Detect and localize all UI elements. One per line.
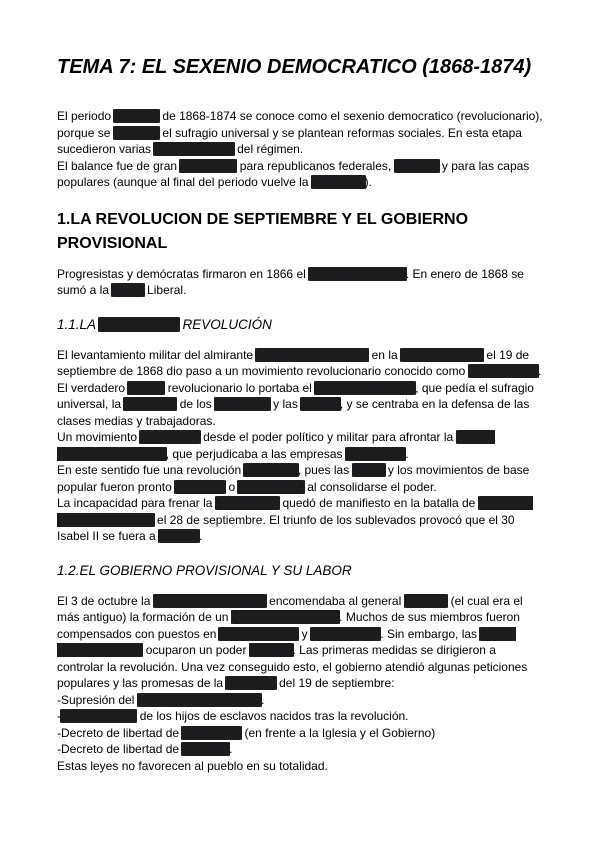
text-run: Progresistas y demócratas firmaron en 1866 el bbox=[57, 266, 310, 281]
text-run: , que perjudicaba a las empresas bbox=[165, 446, 346, 461]
text-run: -Decreto de libertad de bbox=[57, 725, 183, 740]
text-run: al consolidarse el poder. bbox=[303, 479, 437, 494]
highlighted-term: implanta bbox=[113, 125, 160, 140]
text-run: . bbox=[229, 742, 233, 756]
text-run: el sufragio universal y se plantean reformas sociales. En esta etapa sucedieron varias bbox=[57, 125, 522, 156]
highlighted-term: perseguidos bbox=[238, 479, 304, 494]
highlighted-term: enseñanza bbox=[182, 725, 242, 740]
text-run: El verdadero bbox=[57, 380, 129, 395]
gloriosa-paragraph bbox=[57, 347, 543, 545]
text-line bbox=[57, 266, 543, 299]
highlighted-term: quintas bbox=[301, 397, 340, 411]
text-line bbox=[57, 380, 543, 430]
text-line bbox=[57, 708, 543, 725]
highlighted-term: supresión bbox=[124, 397, 177, 411]
text-line bbox=[57, 347, 543, 380]
text-run: La incapacidad para frenar la bbox=[57, 496, 216, 510]
text-run: ). bbox=[364, 175, 372, 189]
highlighted-term: Juan Bautista Topete bbox=[256, 347, 369, 362]
text-run: , pues las bbox=[297, 463, 353, 477]
highlighted-term: oligarquía bbox=[311, 175, 365, 189]
text-run: El levantamiento militar del almirante bbox=[57, 347, 257, 362]
highlighted-term: “GLORIOSA” bbox=[99, 316, 179, 332]
text-run: , y se centraba en la defensa de las clases medias y trabajadoras. bbox=[57, 397, 530, 428]
highlighted-term: ferroviarias bbox=[345, 446, 406, 461]
text-run: Liberal. bbox=[143, 283, 187, 297]
text-run: . bbox=[199, 529, 203, 543]
highlighted-term: imprenta bbox=[182, 742, 230, 756]
highlighted-term: “falseada” bbox=[244, 463, 298, 477]
text-line bbox=[57, 158, 543, 191]
highlighted-term: Juntas Revolucionarias bbox=[57, 626, 516, 657]
highlighted-term: Bahía de Cádiz bbox=[401, 347, 484, 362]
highlighted-term: Ayuntamientos bbox=[219, 626, 299, 641]
text-run: (el cual era el más antiguo) la formación de un bbox=[57, 593, 523, 624]
intro-paragraph bbox=[57, 108, 543, 191]
section-1-2-heading bbox=[57, 562, 543, 580]
highlighted-term: histórico bbox=[114, 109, 160, 123]
document-body bbox=[57, 108, 543, 774]
text-run: En este sentido fue una revolución bbox=[57, 463, 245, 477]
text-run: y las bbox=[269, 397, 302, 411]
highlighted-term: carlistas bbox=[394, 158, 439, 173]
section-1-1-heading bbox=[57, 316, 543, 334]
text-line bbox=[57, 429, 543, 462]
text-run: para republicanos federales, bbox=[236, 158, 395, 173]
text-line bbox=[57, 108, 543, 158]
text-line bbox=[57, 316, 543, 334]
text-run: , que pedía el sufragio universal, la bbox=[57, 380, 534, 411]
highlighted-term: Unión bbox=[112, 283, 144, 297]
text-run: . En enero de 1868 se sumó a la bbox=[57, 266, 524, 297]
highlighted-term: Puente de Alcolea (Córdoba) bbox=[57, 496, 534, 527]
text-run: y para las capas populares (aunque al final del periodo vuelve la bbox=[57, 158, 530, 189]
highlighted-term: Emancipación bbox=[61, 709, 137, 723]
highlighted-term: modificaciones bbox=[154, 142, 234, 156]
text-line bbox=[57, 741, 543, 758]
text-run: y bbox=[298, 626, 311, 641]
text-run: 1.LA REVOLUCION DE SEPTIEMBRE Y EL GOBIERNO PROVISIONAL bbox=[57, 210, 469, 252]
section-1-heading bbox=[57, 208, 543, 256]
text-run: de 1868-1874 se conoce como el sexenio democratico (revolucionario), porque se bbox=[57, 109, 543, 140]
text-run: El 3 de octubre la bbox=[57, 593, 154, 608]
text-run: en la bbox=[368, 347, 401, 362]
highlighted-term: sublevación bbox=[215, 496, 280, 510]
text-run: El periodo bbox=[57, 109, 115, 123]
highlighted-term: paralelo bbox=[249, 643, 293, 657]
text-run: - bbox=[57, 709, 61, 723]
highlighted-term: “La Gloriosa” bbox=[468, 364, 538, 378]
highlighted-term: Junta Revolucionaria bbox=[153, 593, 266, 608]
highlighted-term: Partido Demócrata bbox=[315, 380, 416, 395]
text-line bbox=[57, 208, 543, 256]
text-run: el 28 de septiembre. El triunfo de los sublevados provocó que el 30 Isabel II se fuera a bbox=[57, 512, 515, 543]
highlighted-term: impuesto de consumos bbox=[137, 692, 262, 707]
text-run: y los movimientos de base popular fueron pronto bbox=[57, 463, 530, 494]
text-line bbox=[57, 495, 543, 545]
text-line bbox=[57, 692, 543, 709]
text-line bbox=[57, 562, 543, 580]
highlighted-term: pésima situación económica bbox=[57, 430, 496, 461]
text-run: . Sin embargo, las bbox=[380, 626, 481, 641]
gobierno-provisional-paragraph bbox=[57, 593, 543, 775]
text-run: . Muchos de sus miembros fueron compensados con puestos en bbox=[57, 610, 520, 641]
text-line bbox=[57, 593, 543, 692]
text-run: . bbox=[261, 692, 265, 707]
section-1-intro-paragraph bbox=[57, 266, 543, 299]
text-run: encomendaba al general bbox=[265, 593, 405, 608]
text-line bbox=[57, 462, 543, 495]
text-run: 1.1.LA bbox=[57, 316, 100, 332]
text-run: . bbox=[405, 446, 409, 461]
text-run: REVOLUCIÓN bbox=[178, 316, 272, 332]
highlighted-term: juntas bbox=[352, 463, 385, 477]
highlighted-term: excluidos bbox=[175, 479, 226, 494]
highlighted-term: ideario bbox=[128, 380, 165, 395]
text-line bbox=[57, 725, 543, 742]
text-run: ocuparon un poder bbox=[142, 643, 250, 657]
highlighted-term: proclama bbox=[226, 676, 276, 690]
text-line bbox=[57, 758, 543, 775]
text-run: desde el poder político y militar para afrontar la bbox=[199, 430, 457, 444]
text-run: -Decreto de libertad de bbox=[57, 742, 183, 756]
highlighted-term: Francia bbox=[159, 529, 200, 543]
text-run: -Supresión del bbox=[57, 692, 138, 707]
text-run: Un movimiento bbox=[57, 430, 141, 444]
highlighted-term: Pacto de Ourense bbox=[309, 266, 406, 281]
highlighted-term: consumos bbox=[215, 397, 270, 411]
text-run: o bbox=[225, 479, 239, 494]
text-run: 1.2.EL GOBIERNO PROVISIONAL Y SU LABOR bbox=[57, 562, 352, 578]
text-run: de los bbox=[176, 397, 216, 411]
highlighted-term: gobierno provisional bbox=[231, 610, 340, 624]
highlighted-term: Diputaciones bbox=[310, 626, 381, 641]
highlighted-term: frustración bbox=[180, 158, 237, 173]
text-run: del régimen. bbox=[233, 142, 304, 156]
text-run: (en frente a la Iglesia y el Gobierno) bbox=[241, 725, 436, 740]
text-run: quedó de manifiesto en la batalla de bbox=[279, 496, 479, 510]
document-title: TEMA 7: EL SEXENIO DEMOCRATICO (1868-1874) bbox=[57, 56, 532, 78]
text-run: de los hijos de esclavos nacidos tras la revolución. bbox=[136, 709, 409, 723]
text-run: Estas leyes no favorecen al pueblo en su totalidad. bbox=[57, 758, 328, 773]
text-run: . Las primeras medidas se dirigieron a controlar la revolución. Una vez conseguido esto, el gobierno atendió algunas peticiones populares y las promesas de la bbox=[57, 643, 528, 690]
highlighted-term: organizado bbox=[140, 430, 200, 444]
text-run: . bbox=[537, 364, 542, 378]
text-run: del 19 de septiembre: bbox=[275, 676, 395, 690]
text-run: revolucionario lo portaba el bbox=[164, 380, 316, 395]
highlighted-term: Serrano bbox=[404, 593, 448, 608]
text-run: El balance fue de gran bbox=[57, 158, 181, 173]
text-run: el 19 de septiembre de 1868 dio paso a un movimiento revolucionario conocido como bbox=[57, 347, 530, 378]
